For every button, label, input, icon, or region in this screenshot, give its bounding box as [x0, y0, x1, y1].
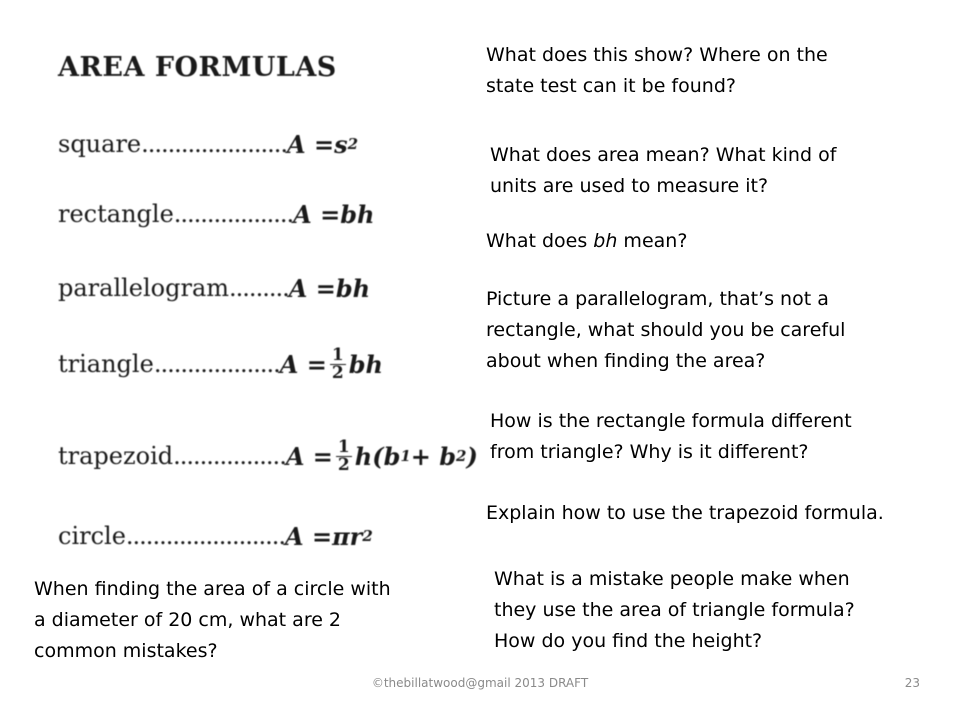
question-rectangle-vs-triangle: How is the rectangle formula different from triangle? Why is it different? [490, 410, 852, 463]
formula-row-triangle: triangle ................... A = $\frac{1}{2}$ bh [58, 344, 383, 383]
formula-row-rectangle: rectangle .................. A = bh [58, 199, 375, 229]
formula-row-circle: circle ........................ A = πr 2 [58, 521, 373, 551]
question-bh-meaning: What does bh mean? [486, 230, 688, 252]
trapezoid-formula: A = $\frac{1}{2}$ h(b 1 + b 2 ) [285, 436, 478, 475]
formula-row-parallelogram: parallelogram ......... A = bh [58, 273, 371, 303]
formula-row-square: square ...................... A = s 2 [58, 129, 359, 159]
question-what-does-this-show: What does this show? Where on the state test can it be found? [486, 44, 828, 97]
question-parallelogram: Picture a parallelogram, that’s not a rectangle, what should you be careful about when finding the area? [486, 288, 846, 372]
page-number: 23 [904, 676, 920, 690]
question-trapezoid: Explain how to use the trapezoid formula. [486, 502, 884, 524]
question-triangle-mistake: What is a mistake people make when they use the area of triangle formula? How do you find the height? [494, 568, 855, 652]
footer-text: ©thebillatwood@gmail 2013 DRAFT [371, 676, 589, 690]
triangle-formula: A = $\frac{1}{2}$ bh [279, 344, 383, 383]
question-circle-mistakes: When finding the area of a circle with a diameter of 20 cm, what are 2 common mistakes? [34, 578, 391, 662]
formula-row-trapezoid: trapezoid ................. A = $\frac{1}{2}$ h(b 1 + b 2 ) [58, 436, 478, 475]
formulas-title: AREA FORMULAS [58, 52, 337, 83]
area-formulas-image [40, 40, 480, 560]
rectangle-formula: A = bh [293, 199, 375, 229]
circle-formula: A = πr 2 [285, 521, 373, 551]
parallelogram-formula: A = bh [288, 273, 371, 303]
square-formula: A = s 2 [286, 129, 359, 159]
question-area-meaning: What does area mean? What kind of units are used to measure it? [490, 144, 837, 197]
